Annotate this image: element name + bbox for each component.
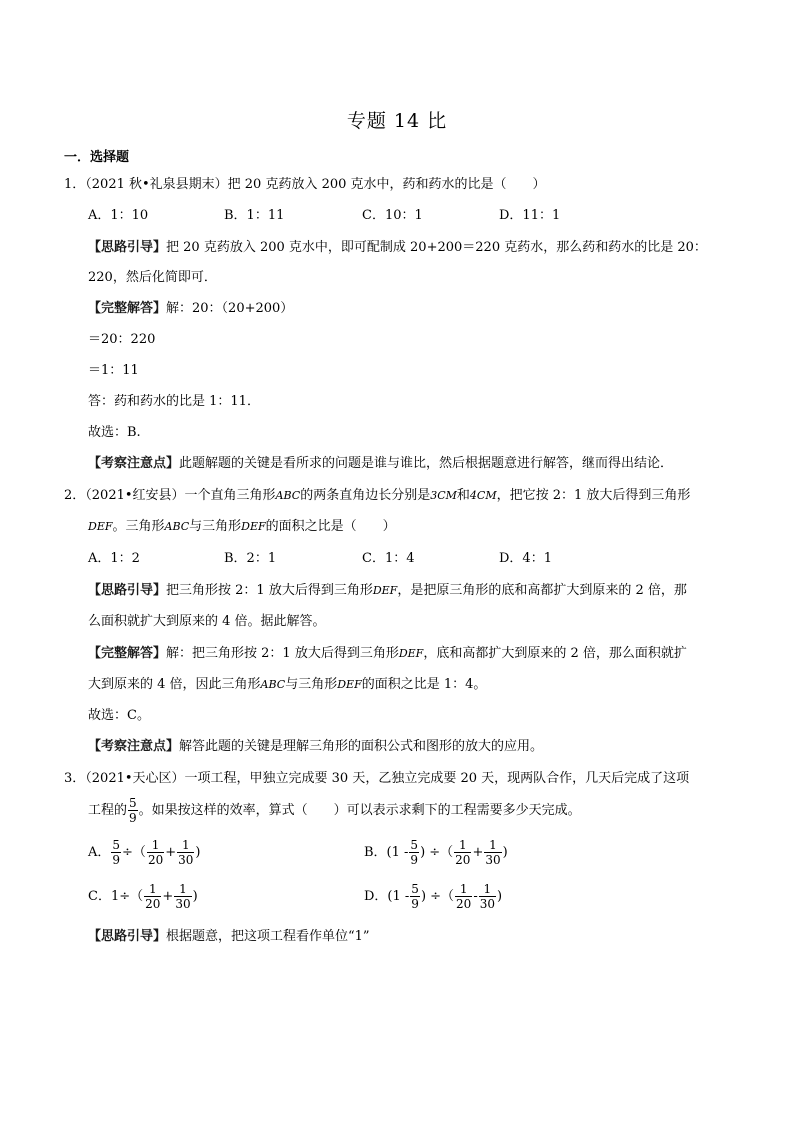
length-3cm: 3CM (430, 489, 457, 502)
q3-stem-part: 工程的 (88, 803, 128, 818)
minus-sign: - (473, 889, 478, 904)
q3-option-d (364, 882, 502, 912)
numerator: 1 (144, 882, 161, 897)
plus-sign: + (162, 889, 174, 904)
q2-hint (88, 582, 687, 600)
close-paren: ) (192, 889, 198, 904)
note-text: 此题解题的关键是看所求的问题是谁与谁比，然后根据题意进行解答，继而得出结论． (179, 456, 674, 471)
q1-option-a: A．1：10 (88, 208, 149, 223)
q2-stem-part: ，把它按 2：1 放大后得到三角形 (496, 488, 691, 503)
denominator: 30 (178, 853, 194, 867)
q3-stem-part: 。如果按这样的效率，算式（ ）可以表示求剩下的工程需要多少天完成。 (138, 803, 581, 818)
q2-stem-part: 与三角形 (189, 519, 242, 534)
answer-text: 大到原来的 4 倍，因此三角形 (88, 677, 261, 692)
fraction-1-30 (479, 882, 496, 911)
numerator: 1 (177, 838, 194, 853)
q2-note (88, 738, 543, 756)
q1-answer-conclusion: 答：药和药水的比是 1：11． (88, 394, 260, 409)
numerator: 5 (112, 838, 121, 852)
fraction-5-9 (409, 838, 419, 867)
triangle-def: DEF (398, 647, 424, 660)
note-label: 【考察注意点】 (88, 739, 180, 754)
hint-text: 把 20 克药放入 200 克水中，即可配制成 20+200＝220 克药水，那么药和药水的比是 20： (166, 240, 707, 255)
q3-hint (88, 928, 370, 946)
hint-label: 【思路引导】 (88, 929, 167, 944)
q2-option-d: D．4：1 (499, 551, 552, 566)
length-4cm: 4CM (469, 489, 497, 502)
close-paren: ) (195, 845, 201, 860)
fraction-5-9 (111, 838, 121, 867)
numerator: 5 (410, 838, 419, 852)
q1-answer (88, 300, 293, 318)
numerator: 1 (484, 838, 501, 853)
triangle-def: DEF (372, 584, 398, 597)
q3-stem-cont (88, 796, 581, 826)
answer-text: 解：把三角形按 2：1 放大后得到三角形 (166, 646, 399, 661)
fraction-5-9 (128, 796, 138, 825)
fraction-1-30 (484, 838, 501, 867)
fraction-1-20 (454, 838, 471, 867)
fraction-1-30 (174, 882, 191, 911)
numerator: 1 (454, 838, 471, 853)
fraction-1-20 (455, 882, 472, 911)
q1-choice: 故选：B. (88, 425, 141, 440)
fraction-1-20 (147, 838, 164, 867)
q2-answer (88, 645, 687, 663)
numerator: 5 (411, 882, 419, 896)
q2-hint-cont: 么面积就扩大到原来的 4 倍。据此解答。 (88, 614, 326, 629)
page-title: 专题 14 比 (346, 110, 448, 132)
denominator: 30 (479, 897, 496, 911)
q3-stem: 3．（2021•天心区）一项工程，甲独立完成要 30 天，乙独立完成要 20 天，现两队合作，几天后完成了这项 (64, 771, 690, 786)
numerator: 5 (129, 796, 137, 810)
answer-text: 的面积之比是 1：4。 (361, 677, 487, 692)
answer-text: 解：20：（20+200） (166, 301, 294, 316)
q3-option-c (88, 882, 198, 912)
option-prefix: D．(1 - (364, 889, 410, 904)
q1-option-c: C．10：1 (362, 208, 423, 223)
plus-sign: + (165, 845, 177, 860)
option-prefix: A． (88, 845, 111, 860)
q2-stem (64, 487, 690, 505)
fraction-1-30 (177, 838, 194, 867)
divide-sign: ÷（ (122, 845, 146, 860)
q2-choice: 故选：C。 (88, 708, 150, 723)
q3-option-a (88, 838, 200, 868)
numerator: 1 (455, 882, 472, 897)
denominator: 20 (455, 853, 471, 867)
q3-option-b (364, 838, 508, 868)
answer-text: ，底和高都扩大到原来的 2 倍，那么面积就扩 (423, 646, 687, 661)
triangle-abc: ABC (260, 678, 286, 691)
close-paren: ) (497, 889, 503, 904)
triangle-def: DEF (337, 678, 362, 691)
q2-stem-part: 的两条直角边长分别是 (300, 488, 431, 503)
numerator: 1 (479, 882, 496, 897)
divide-sign: ) ÷（ (420, 889, 455, 904)
fraction-1-20 (144, 882, 161, 911)
denominator: 30 (485, 853, 501, 867)
fraction-5-9 (410, 882, 420, 911)
q2-stem-part: 2．（2021•红安县）一个直角三角形 (64, 488, 276, 503)
triangle-abc: ABC (164, 520, 190, 533)
hint-text: 根据题意，把这项工程看作单位“1” (166, 929, 370, 944)
note-label: 【考察注意点】 (88, 456, 180, 471)
denominator: 20 (147, 853, 164, 867)
answer-label: 【完整解答】 (88, 301, 167, 316)
triangle-abc: ABC (275, 489, 301, 502)
plus-sign: + (472, 845, 484, 860)
q2-stem-part: 和 (456, 488, 470, 503)
note-text: 解答此题的关键是理解三角形的面积公式和图形的放大的应用。 (179, 739, 544, 754)
q1-answer-step-1: ＝20：220 (88, 332, 156, 347)
denominator: 9 (112, 853, 121, 867)
triangle-def: DEF (241, 520, 266, 533)
answer-label: 【完整解答】 (88, 646, 167, 661)
q1-option-b: B．1：11 (224, 208, 285, 223)
answer-text: 与三角形 (285, 677, 338, 692)
q2-option-c: C．1：4 (362, 551, 415, 566)
q2-stem-part: 。三角形 (112, 519, 165, 534)
hint-label: 【思路引导】 (88, 240, 167, 255)
q1-stem: 1．（2021 秋•礼泉县期末）把 20 克药放入 200 克水中，药和药水的比是（ ） (64, 177, 546, 192)
hint-text: ，是把原三角形的底和高都扩大到原来的 2 倍，那 (397, 583, 687, 598)
q1-note (88, 455, 673, 473)
q2-answer-cont (88, 676, 486, 694)
hint-label: 【思路引导】 (88, 583, 167, 598)
denominator: 20 (145, 897, 161, 911)
denominator: 30 (175, 897, 191, 911)
triangle-def: DEF (88, 520, 113, 533)
q1-hint-cont: 220，然后化简即可． (88, 270, 217, 285)
denominator: 9 (129, 811, 137, 825)
divide-sign: ) ÷（ (420, 845, 454, 860)
q2-option-b: B．2：1 (224, 551, 277, 566)
numerator: 1 (174, 882, 191, 897)
section-heading: 一．选择题 (64, 150, 130, 165)
numerator: 1 (147, 838, 164, 853)
hint-text: 把三角形按 2：1 放大后得到三角形 (166, 583, 373, 598)
option-prefix: C．1÷（ (88, 889, 144, 904)
q1-hint (88, 239, 707, 257)
denominator: 9 (410, 853, 419, 867)
q1-answer-step-2: ＝1：11 (88, 363, 139, 378)
denominator: 20 (456, 897, 472, 911)
q2-option-a: A．1：2 (88, 551, 140, 566)
denominator: 9 (411, 897, 419, 911)
q2-stem-part: 的面积之比是（ ） (265, 519, 396, 534)
q1-option-d: D．11：1 (499, 208, 561, 223)
q2-stem-cont (88, 518, 396, 536)
option-prefix: B．(1 - (364, 845, 409, 860)
close-paren: ) (502, 845, 508, 860)
